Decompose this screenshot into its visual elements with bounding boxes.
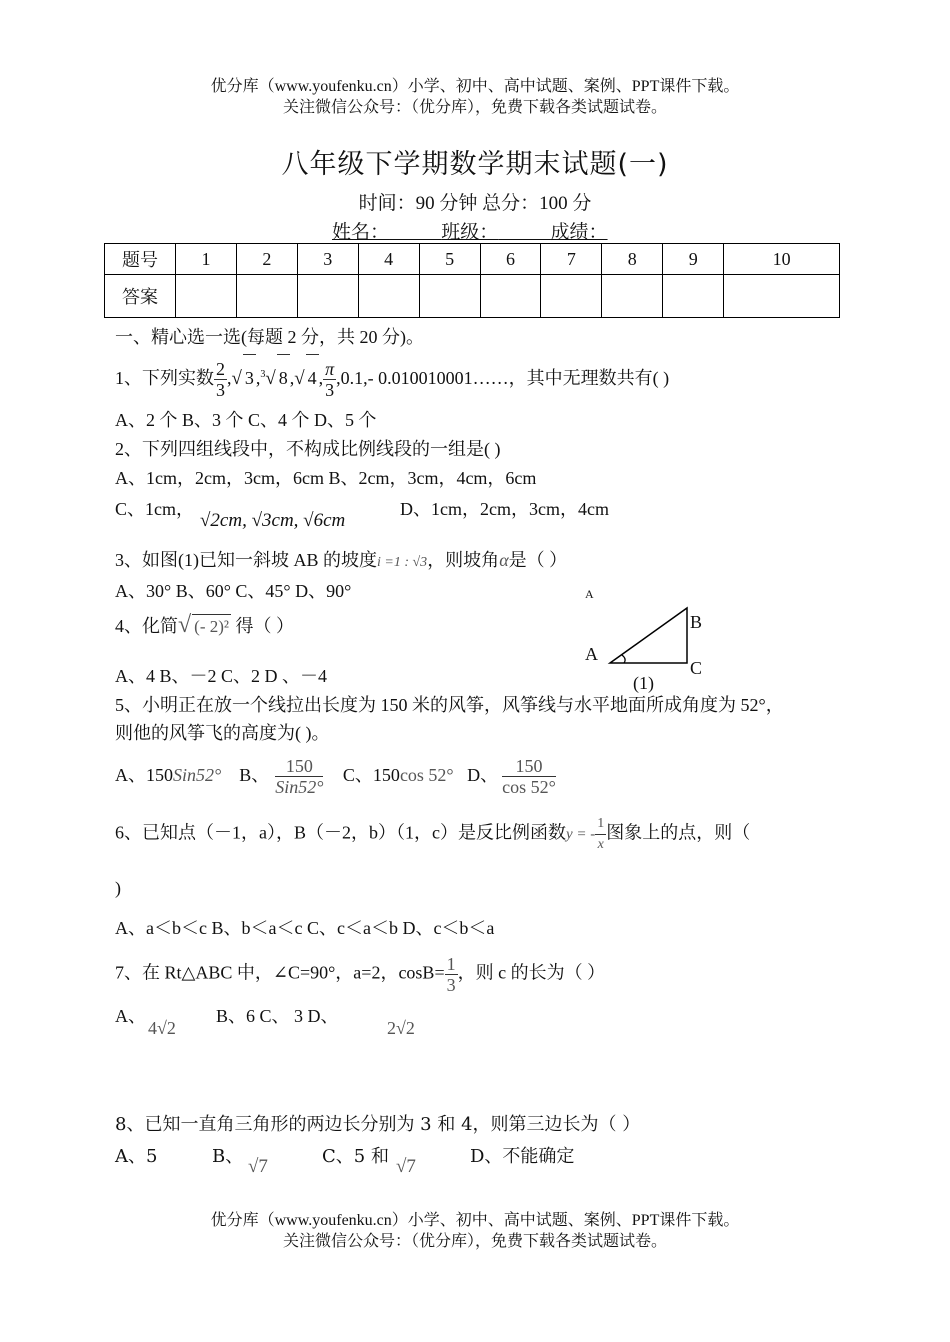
question-6 [115, 814, 750, 855]
q4-options: A、4 B、－2 C、2 D 、－4 [115, 666, 328, 686]
q7-options-bcd: B、6 C、 3 D、 [216, 1006, 339, 1026]
question-number-cell: 8 [602, 244, 663, 275]
q1-sqrt-3: 3 [243, 354, 256, 401]
q7-text-2: ，则 c 的长为（ ） [457, 962, 606, 983]
figure-caption: (1) [633, 673, 654, 693]
question-number-cell: 6 [480, 244, 541, 275]
q6-func-frac [595, 814, 606, 855]
q6-func-num: 1 [595, 814, 606, 835]
q1-sqrt-8: 8 [277, 354, 290, 401]
q5-opt-a-math: Sin52° [173, 765, 222, 785]
q6-text-2: 图象上的点，则（ [606, 822, 751, 843]
page-title: 八年级下学期数学期末试题(一) [281, 149, 669, 180]
question-number-cell: 3 [297, 244, 358, 275]
q8-option-d: D、不能确定 [470, 1146, 575, 1167]
question-number-cell: 1 [176, 244, 237, 275]
q6-options: A、a＜b＜c B、b＜a＜c C、c＜a＜b D、c＜b＜a [115, 918, 495, 938]
score-label: 成绩： [550, 222, 608, 243]
q6-func-den: x [597, 837, 604, 852]
q5-opt-b-den: Sin52° [275, 777, 324, 798]
question-number-cell: 2 [236, 244, 297, 275]
q5-opt-d-frac [502, 756, 556, 797]
footer-line-2: 关注微信公众号：（优分库），免费下载各类试题试卷。 [282, 1233, 667, 1250]
header-line-1: 优分库（www.youfenku.cn）小学、初中、高中试题、案例、PPT课件下载。 [210, 78, 740, 95]
question-4: 4、化简√ (- 2)² 得（ ） [115, 612, 295, 638]
q1-pi-fraction [323, 359, 336, 400]
triangle-shape [610, 608, 687, 663]
question-number-cell: 5 [419, 244, 480, 275]
q5-opt-d-num: 150 [502, 756, 556, 777]
q1-cube-index: 3 [260, 369, 266, 380]
answer-cell[interactable] [724, 275, 840, 318]
q1-frac-den: 3 [216, 380, 225, 401]
question-5-line-2: 则他的风筝飞的高度为( )。 [115, 723, 330, 743]
q7-frac-den: 3 [446, 975, 456, 995]
answer-cell[interactable] [419, 275, 480, 318]
q1-pi-den: 3 [325, 380, 335, 401]
q1-tail: ,0.1,- 0.010010001……，其中无理数共有( ) [336, 368, 670, 388]
q1-frac-num: 2 [216, 359, 225, 380]
q2-option-c-math: √2cm, √3cm, √6cm [200, 510, 346, 531]
answer-cell[interactable] [358, 275, 419, 318]
answer-table [104, 243, 840, 318]
q1-pi-num: π [325, 359, 335, 380]
q3-text-a: 3、如图(1)已知一斜坡 AB 的坡度 [115, 550, 377, 570]
figure-label-c: C [690, 658, 703, 678]
q7-text: 7、在 Rt△ABC 中，∠C=90°，a=2，cosB= [115, 962, 445, 983]
info-line [332, 217, 608, 244]
row-label-answer: 答案 [105, 275, 176, 318]
q3-text-c: 是（ ） [508, 550, 568, 570]
q5-opt-d-pre: D、 [467, 765, 499, 785]
q3-options: A、30° B、60° C、45° D、90° [115, 581, 352, 601]
question-7 [115, 954, 605, 995]
section-heading: 一、精心选一选(每题 2 分，共 20 分)。 [115, 327, 424, 347]
q1-prefix: 1、下列实数 [115, 368, 214, 388]
q7-option-a-math: 4√2 [148, 1018, 176, 1038]
q7-option-d-math: 2√2 [387, 1018, 415, 1038]
q6-text: 6、已知点（－1，a），B（－2，b）（1，c）是反比例函数 [115, 822, 566, 843]
q7-fraction [445, 954, 458, 995]
q3-text-b: ，则坡角 [427, 550, 500, 570]
q5-opt-a-pre: A、150 [115, 765, 173, 785]
q7-option-a: A、 [115, 1006, 146, 1026]
q5-opt-b-pre: B、 [239, 765, 270, 785]
q8-option-b-math: √7 [248, 1156, 268, 1177]
q4-math: (- 2)² [192, 614, 231, 639]
q5-opt-d-den: cos 52° [502, 777, 556, 798]
q6-close-paren: ) [115, 878, 121, 898]
q2-option-c-prefix: C、1cm， [115, 499, 194, 519]
q3-slope: i =1 : √3 [377, 555, 428, 570]
q5-opt-c-math: cos 52° [399, 765, 454, 785]
question-number-cell: 9 [663, 244, 724, 275]
footer-line-1: 优分库（www.youfenku.cn）小学、初中、高中试题、案例、PPT课件下载。 [210, 1212, 740, 1229]
time-score: 时间：90 分钟 总分：100 分 [358, 193, 592, 214]
question-3 [115, 548, 567, 575]
question-number-cell: 7 [541, 244, 602, 275]
question-number-cell: 4 [358, 244, 419, 275]
q3-alpha: α [499, 550, 509, 570]
figure-label-b: B [690, 612, 703, 632]
q5-opt-c-pre: C、150 [342, 765, 400, 785]
q2-options-ab: A、1cm，2cm，3cm，6cm B、2cm，3cm，4cm，6cm [115, 468, 537, 488]
triangle-figure [600, 600, 703, 670]
q7-frac-num: 1 [446, 954, 456, 974]
figure-top-label: A [585, 587, 594, 601]
q5-opt-b-frac [275, 756, 323, 797]
q6-func-pre: y = - [565, 826, 596, 843]
answer-cell[interactable] [176, 275, 237, 318]
name-label: 姓名： [332, 222, 390, 243]
answer-cell[interactable] [480, 275, 541, 318]
figure-label-a: A [585, 644, 598, 664]
answer-cell[interactable] [541, 275, 602, 318]
q5-options [115, 752, 560, 798]
q1-fraction [214, 359, 227, 400]
header-line-2: 关注微信公众号：（优分库），免费下载各类试题试卷。 [282, 99, 667, 116]
answer-cell[interactable] [297, 275, 358, 318]
q4-suffix: 得（ ） [235, 616, 295, 636]
question-number-cell: 10 [724, 244, 840, 275]
q8-option-a: A、5 [115, 1146, 158, 1167]
question-1: 1、下列实数 $\frac{2}{3}$ ,√ 3 ,$^3$√ 8 ,√ 4 , $\frac{\pi}{3}$ ,0.1,- 0.010010001……，其中无理数共有( ) [115, 352, 669, 402]
q4-prefix: 4、化简 [115, 616, 178, 636]
angle-arc [622, 655, 625, 663]
answer-cell[interactable] [663, 275, 724, 318]
question-8: 8、已知一直角三角形的两边长分别为 3 和 4，则第三边长为（ ） [115, 1114, 641, 1135]
answer-cell[interactable] [602, 275, 663, 318]
q8-option-c: C、5 和 [322, 1146, 389, 1167]
q1-sqrt-4: 4 [306, 354, 319, 401]
q2-option-d: D、1cm，2cm，3cm，4cm [400, 499, 609, 519]
row-label-number: 题号 [105, 244, 176, 275]
question-2: 2、下列四组线段中，不构成比例线段的一组是( ) [115, 439, 501, 459]
q5-opt-b-num: 150 [275, 756, 323, 777]
q1-options: A、2 个 B、3 个 C、4 个 D、5 个 [115, 410, 377, 430]
class-label: 班级： [441, 222, 499, 243]
question-5-line-1: 5、小明正在放一个线拉出长度为 150 米的风筝，风筝线与水平地面所成角度为 52°， [115, 695, 784, 715]
q8-option-b: B、 [212, 1146, 244, 1167]
answer-cell[interactable] [236, 275, 297, 318]
answer-table-answer-row [105, 275, 840, 318]
answer-table-header-row [105, 244, 840, 275]
q8-option-c-math: √7 [396, 1156, 416, 1177]
